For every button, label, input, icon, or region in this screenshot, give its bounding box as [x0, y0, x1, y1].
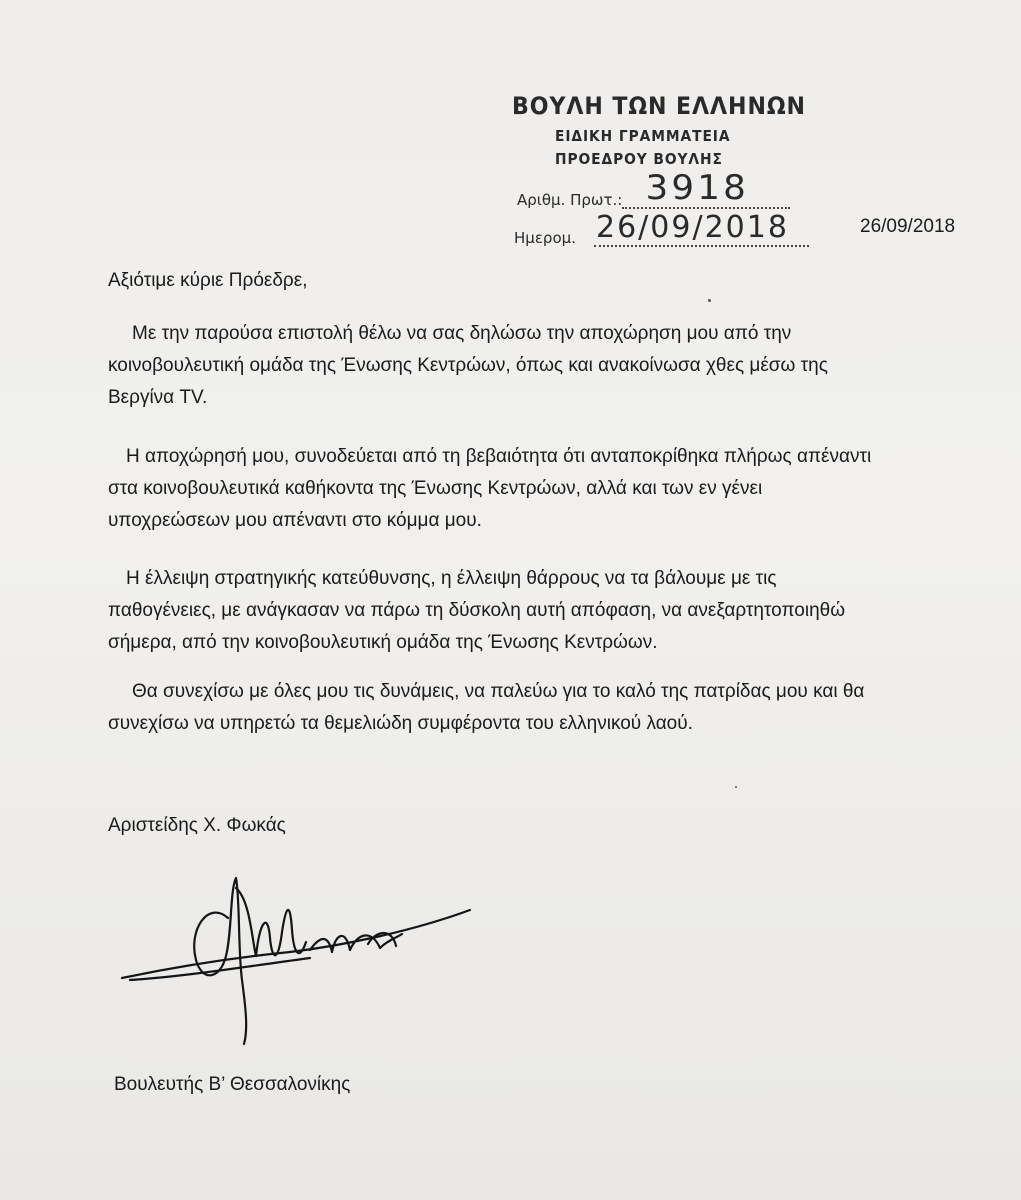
paragraph-line: συνεχίσω να υπηρετώ τα θεμελιώδη συμφέροντα του ελληνικού λαού. — [108, 713, 693, 734]
paragraph-line: Με την παρούσα επιστολή θέλω να σας δηλώσω την αποχώρηση μου από την — [132, 323, 792, 344]
paragraph-line: Η έλλειψη στρατηγικής κατεύθυνσης, η έλλειψη θάρρους να τα βάλουμε με τις — [126, 568, 777, 589]
paragraph-line: Η αποχώρησή μου, συνοδεύεται από τη βεβαιότητα ότι ανταποκρίθηκα πλήρως απέναντι — [126, 446, 872, 467]
paragraph-line: Βεργίνα TV. — [108, 387, 208, 408]
handwritten-signature — [110, 860, 510, 1060]
letter-date: 26/09/2018 — [860, 216, 956, 237]
protocol-number-handwritten: 3918 — [645, 168, 749, 208]
salutation: Αξιότιμε κύριε Πρόεδρε, — [108, 270, 308, 291]
paragraph-4 — [108, 676, 988, 740]
protocol-label: Αριθμ. Πρωτ.: — [517, 191, 623, 209]
paragraph-line: Θα συνεχίσω με όλες μου τις δυνάμεις, να παλεύω για το καλό της πατρίδας μου και θα — [132, 681, 865, 702]
date-dotted-line — [594, 245, 809, 247]
stamp-department: ΕΙΔΙΚΗ ΓΡΑΜΜΑΤΕΙΑ — [555, 127, 731, 145]
paragraph-line: κοινοβουλευτική ομάδα της Ένωσης Κεντρώων, όπως και ανακοίνωσα χθες μέσω της — [108, 355, 828, 376]
signer-title: Βουλευτής Β’ Θεσσαλονίκης — [114, 1074, 351, 1095]
date-label: Ημερομ. — [514, 229, 576, 247]
date-handwritten: 26/09/2018 — [596, 210, 789, 245]
paragraph-line: υποχρεώσεων μου απέναντι στο κόμμα μου. — [108, 510, 482, 531]
paragraph-line: στα κοινοβουλευτικά καθήκοντα της Ένωσης Κεντρώων, αλλά και των εν γένει — [108, 478, 763, 499]
paragraph-1 — [108, 318, 988, 414]
paragraph-2 — [108, 441, 988, 537]
stamp-office: ΠΡΟΕΔΡΟΥ ΒΟΥΛΗΣ — [555, 150, 723, 168]
signer-name: Αριστείδης Χ. Φωκάς — [108, 815, 286, 836]
paper-speck — [708, 299, 711, 302]
paragraph-line: παθογένειες, με ανάγκασαν να πάρω τη δύσκολη αυτή απόφαση, να ανεξαρτητοποιηθώ — [108, 600, 846, 621]
paragraph-line: σήμερα, από την κοινοβουλευτική ομάδα της Ένωσης Κεντρώων. — [108, 632, 658, 653]
paper-speck — [735, 786, 737, 788]
stamp-title: ΒΟΥΛΗ ΤΩΝ ΕΛΛΗΝΩΝ — [512, 92, 806, 120]
paragraph-3 — [108, 563, 988, 659]
